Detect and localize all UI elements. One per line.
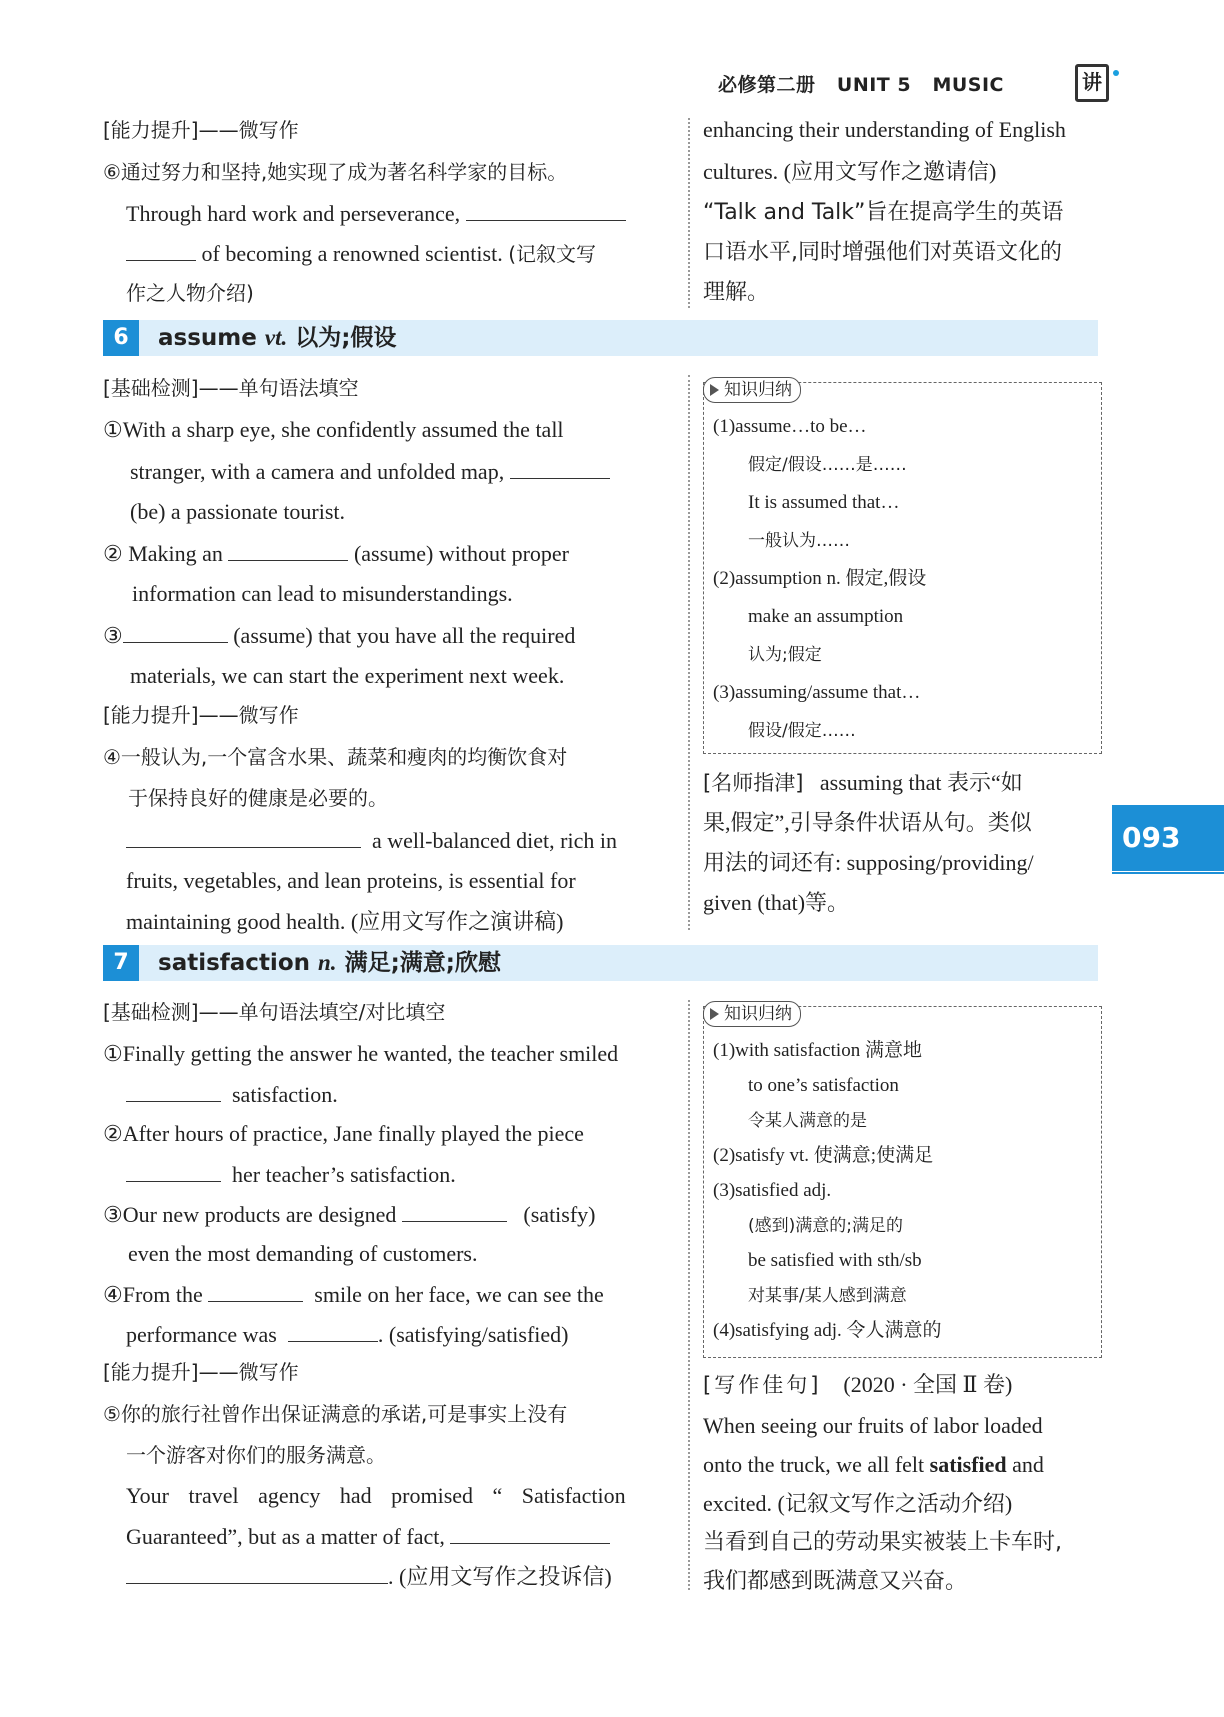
basic-test-label: [基础检测]——单句语法填空/对比填空 <box>103 1000 446 1024</box>
s6-q4-zh2: 于保持良好的健康是必要的。 <box>128 786 388 810</box>
knowledge-item: (1)with satisfaction 满意地 <box>713 1040 922 1061</box>
page-number: 093 <box>1112 805 1224 871</box>
answer-blank[interactable] <box>126 238 196 261</box>
question-6-zh: ⑥通过努力和坚持,她实现了成为著名科学家的目标。 <box>103 160 568 184</box>
s6-q4-zh1: ④一般认为,一个富含水果、蔬菜和瘦肉的均衡饮食对 <box>103 745 568 769</box>
s7-q2-line1: ②After hours of practice, Jane finally played the piece <box>103 1121 584 1146</box>
s6-q1-line1: ①With a sharp eye, she confidently assumed the tall <box>103 417 564 442</box>
teacher-tip-line1: [名师指津] assuming that 表示“如 <box>703 770 1023 795</box>
knowledge-item: (2)assumption n. 假定,假设 <box>713 568 927 589</box>
s6-q2-line2: information can lead to misunderstandings. <box>132 581 513 606</box>
knowledge-item: (3)satisfied adj. <box>713 1180 832 1201</box>
knowledge-item: make an assumption <box>748 606 904 627</box>
knowledge-item: 对某事/某人感到满意 <box>748 1286 907 1306</box>
question-6-source: 作之人物介绍) <box>126 281 254 305</box>
s7-q4-line2: performance was . (satisfying/satisfied) <box>126 1319 569 1350</box>
s7-q1-line2: satisfaction. <box>126 1079 338 1110</box>
column-divider <box>688 375 690 930</box>
top-right-line4: 口语水平,同时增强他们对英语文化的 <box>703 240 1062 265</box>
lecture-icon: 讲 <box>1075 64 1109 102</box>
top-right-line3: “Talk and Talk”旨在提高学生的英语 <box>703 200 1064 225</box>
top-right-line5: 理解。 <box>703 280 770 305</box>
answer-blank[interactable] <box>450 1521 610 1544</box>
answer-blank[interactable] <box>126 825 361 848</box>
running-header <box>718 70 1004 97</box>
answer-blank[interactable] <box>126 1159 221 1182</box>
basic-test-label: [基础检测]——单句语法填空 <box>103 376 359 400</box>
section-7-heading <box>103 945 1098 981</box>
accent-dot-icon <box>1113 70 1119 76</box>
column-divider <box>688 1000 690 1590</box>
knowledge-item: 一般认为…… <box>748 531 850 551</box>
answer-blank[interactable] <box>126 1561 388 1584</box>
knowledge-item: (3)assuming/assume that… <box>713 682 921 703</box>
s7-q5-en3: . (应用文写作之投诉信) <box>126 1561 612 1592</box>
s7-q2-line2: her teacher’s satisfaction. <box>126 1159 456 1190</box>
s6-q4-en1: a well-balanced diet, rich in <box>126 825 617 856</box>
question-6-en-line1: Through hard work and perseverance, <box>126 198 626 229</box>
knowledge-item: (1)assume…to be… <box>713 416 867 437</box>
answer-blank[interactable] <box>288 1319 378 1342</box>
s7-q3-line1: ③Our new products are designed (satisfy) <box>103 1199 596 1230</box>
section-number: 7 <box>103 945 139 981</box>
knowledge-item: 假定/假设……是…… <box>748 455 907 475</box>
example-line1: When seeing our fruits of labor loaded <box>703 1413 1043 1438</box>
section-6-heading <box>103 320 1098 356</box>
ability-label: [能力提升]——微写作 <box>103 703 299 727</box>
knowledge-tag: 知识归纳 <box>703 1001 801 1027</box>
knowledge-item: 认为;假定 <box>748 645 822 665</box>
knowledge-item: (2)satisfy vt. 使满意;使满足 <box>713 1145 934 1166</box>
s6-q4-en2: fruits, vegetables, and lean proteins, is essential for <box>126 868 576 893</box>
s6-q2-line1: ② Making an (assume) without proper <box>103 538 569 569</box>
s7-q1-line1: ①Finally getting the answer he wanted, the teacher smiled <box>103 1041 619 1066</box>
s7-q5-zh1: ⑤你的旅行社曾作出保证满意的承诺,可是事实上没有 <box>103 1402 568 1426</box>
s6-q1-line3: (be) a passionate tourist. <box>130 499 346 524</box>
s6-q4-en3: maintaining good health. (应用文写作之演讲稿) <box>126 909 564 934</box>
teacher-tip-line2: 果,假定”,引导条件状语从句。类似 <box>703 810 1032 835</box>
s6-q3-line1: ③ (assume) that you have all the required <box>103 620 575 651</box>
top-right-line2: cultures. (应用文写作之邀请信) <box>703 159 997 184</box>
s7-q3-line2: even the most demanding of customers. <box>128 1241 478 1266</box>
s7-q5-en2: Guaranteed”, but as a matter of fact, <box>126 1521 610 1552</box>
knowledge-item: (4)satisfying adj. 令人满意的 <box>713 1320 942 1341</box>
unit-label: UNIT 5 <box>836 74 912 96</box>
knowledge-item: be satisfied with sth/sb <box>748 1250 922 1271</box>
example-translation2: 我们都感到既满意又兴奋。 <box>703 1569 968 1594</box>
unit-topic: MUSIC <box>932 74 1004 96</box>
knowledge-item: 令某人满意的是 <box>748 1111 867 1131</box>
knowledge-item: 假设/假定…… <box>748 721 856 741</box>
answer-blank[interactable] <box>126 1079 221 1102</box>
knowledge-item: to one’s satisfaction <box>748 1075 899 1096</box>
answer-blank[interactable] <box>208 1279 303 1302</box>
section-number: 6 <box>103 320 139 356</box>
knowledge-item: It is assumed that… <box>748 492 900 513</box>
knowledge-item: (感到)满意的;满足的 <box>748 1216 903 1236</box>
teacher-tip-line3: 用法的词还有: supposing/providing/ <box>703 850 1034 875</box>
answer-blank[interactable] <box>228 538 348 561</box>
answer-blank[interactable] <box>402 1199 507 1222</box>
answer-blank[interactable] <box>123 620 228 643</box>
s6-q3-line2: materials, we can start the experiment next week. <box>130 663 565 688</box>
answer-blank[interactable] <box>466 198 626 221</box>
section-title: assume vt. 以为;假设 <box>158 325 397 351</box>
knowledge-tag: 知识归纳 <box>703 377 801 403</box>
s7-q5-zh2: 一个游客对你们的服务满意。 <box>126 1443 386 1467</box>
example-line2: onto the truck, we all felt satisfied and <box>703 1452 1044 1477</box>
example-translation1: 当看到自己的劳动果实被装上卡车时, <box>703 1530 1062 1555</box>
column-divider <box>688 118 690 308</box>
teacher-tip-line4: given (that)等。 <box>703 890 850 915</box>
ability-label: [能力提升]——微写作 <box>103 1360 299 1384</box>
page-tab-underline <box>1112 872 1224 874</box>
question-6-en-line2: of becoming a renowned scientist. (记叙文写 <box>126 238 596 269</box>
top-right-line1: enhancing their understanding of English <box>703 117 1066 142</box>
s6-q1-line2: stranger, with a camera and unfolded map, <box>130 456 610 487</box>
example-header: [写作佳句] (2020 · 全国 Ⅱ 卷) <box>703 1372 1013 1397</box>
answer-blank[interactable] <box>510 456 610 479</box>
s7-q5-en1: Your travel agency had promised “ Satisfaction <box>126 1483 626 1508</box>
example-line3: excited. (记叙文写作之活动介绍) <box>703 1491 1013 1516</box>
ability-label: [能力提升]——微写作 <box>103 118 299 142</box>
book-name: 必修第二册 <box>718 74 816 96</box>
section-title: satisfaction n. 满足;满意;欣慰 <box>158 950 501 976</box>
s7-q4-line1: ④From the smile on her face, we can see the <box>103 1279 604 1310</box>
